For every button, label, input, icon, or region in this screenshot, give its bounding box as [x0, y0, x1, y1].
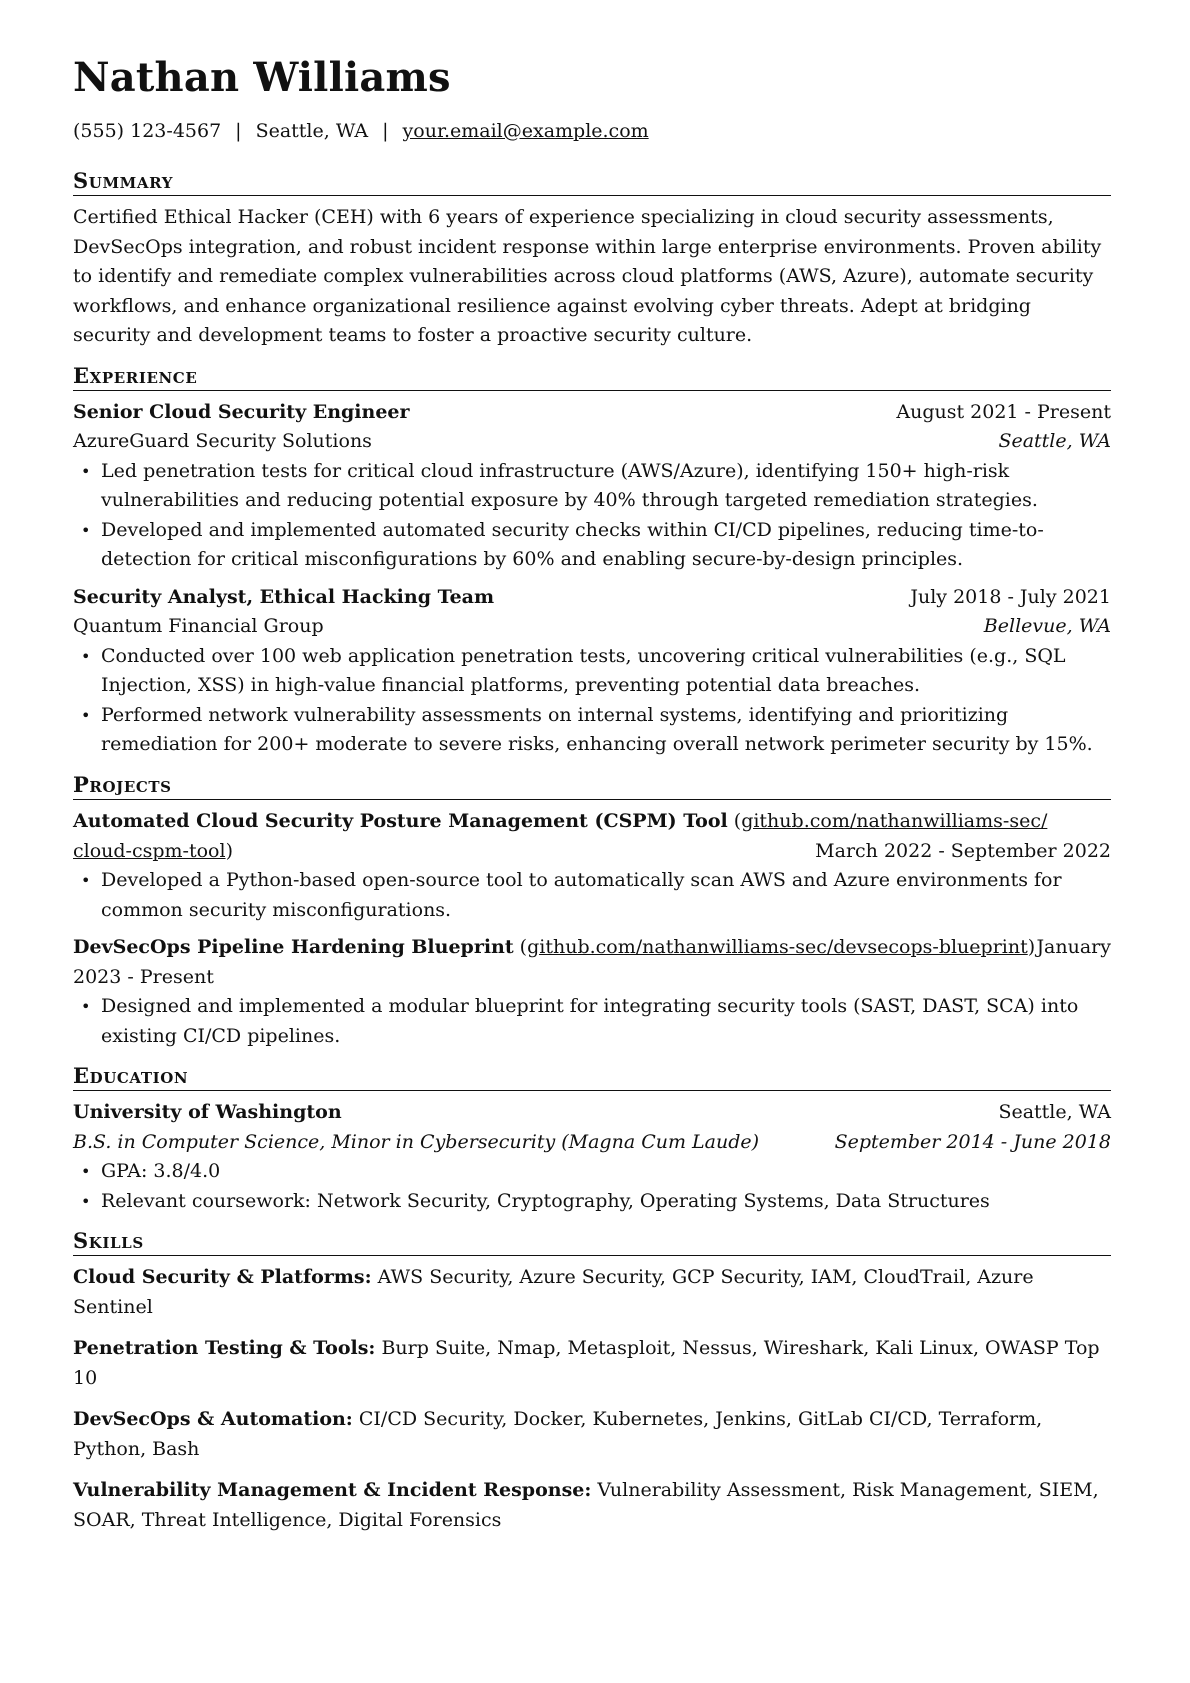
job-header — [73, 398, 1111, 428]
section-title-projects: Projects — [73, 772, 1111, 800]
project-entry — [73, 933, 1111, 1051]
bullet-item: • Conducted over 100 web application penetration tests, uncovering critical vulnerabilities (e.g., SQL Injection, XSS) in high-value financial platforms, preventing potential data breaches. — [73, 642, 1111, 701]
job-company: Quantum Financial Group — [73, 615, 324, 638]
project-header: DevSecOps Pipeline Hardening Blueprint (github.com/nathanwilliams-sec/devsecops-blueprint) January — [73, 933, 1111, 963]
project-bullets — [73, 866, 1111, 925]
bullet-item: • GPA: 3.8/4.0 — [73, 1157, 1111, 1187]
candidate-name: Nathan Williams — [73, 54, 451, 101]
job-role: Security Analyst, Ethical Hacking Team — [73, 585, 495, 608]
school-name: University of Washington — [73, 1101, 342, 1124]
skill-group — [73, 1476, 1111, 1535]
project-link[interactable]: cloud-cspm-tool — [73, 839, 226, 862]
project-dates: March 2022 - September 2022 — [815, 839, 1111, 862]
bullet-item: • Relevant coursework: Network Security, Cryptography, Operating Systems, Data Structures — [73, 1187, 1111, 1217]
skill-items: CI/CD Security, Docker, Kubernetes, Jenkins, GitLab CI/CD, Terraform, Python, Bash — [73, 1408, 1043, 1460]
separator: | — [235, 120, 242, 142]
resume-content — [73, 168, 1111, 1547]
job-dates: August 2021 - Present — [896, 400, 1111, 423]
summary-text: Certified Ethical Hacker (CEH) with 6 years of experience specializing in cloud security assessments, DevSecOps integration, and robust incident response within large enterprise environments. Proven ability to identify and remediate complex vulnerabilities across cloud platforms (AWS, Azure), automate security workflows, and enhance organizational resilience against evolving cyber threats. Adept at bridging security and development teams to foster a proactive security culture. — [73, 206, 1102, 347]
project-header: Automated Cloud Security Posture Management (CSPM) Tool (github.com/nathanwilliams-sec/ — [73, 810, 1048, 833]
project-entry — [73, 807, 1111, 925]
bullet-item: • Developed and implemented automated security checks within CI/CD pipelines, reducing time-to-detection for critical misconfigurations by 60% and enabling secure-by-design principles. — [73, 516, 1111, 575]
skill-label: Penetration Testing & Tools: — [73, 1337, 376, 1360]
skill-items: Burp Suite, Nmap, Metasploit, Nessus, Wireshark, Kali Linux, OWASP Top 10 — [73, 1337, 1100, 1389]
section-title-summary: Summary — [73, 168, 1111, 196]
school-location: Seattle, WA — [998, 1101, 1111, 1124]
job-subheader — [73, 427, 1111, 457]
location: Seattle, WA — [255, 120, 369, 142]
skill-items: AWS Security, Azure Security, GCP Security, IAM, CloudTrail, Azure Sentinel — [73, 1266, 1034, 1318]
email-link[interactable]: your.email@example.com — [402, 120, 649, 142]
project-bullets — [73, 992, 1111, 1051]
skill-group — [73, 1405, 1111, 1464]
job-dates: July 2018 - July 2021 — [910, 585, 1111, 608]
project-link[interactable]: github.com/nathanwilliams-sec/devsecops-blueprint — [527, 936, 1028, 959]
education-section — [73, 1063, 1111, 1216]
education-header — [73, 1098, 1111, 1128]
job-role: Senior Cloud Security Engineer — [73, 400, 410, 423]
projects-section — [73, 772, 1111, 1051]
project-name: DevSecOps Pipeline Hardening Blueprint — [73, 936, 514, 959]
job-bullets — [73, 642, 1111, 760]
skill-items: Vulnerability Assessment, Risk Management, SIEM, SOAR, Threat Intelligence, Digital Forensics — [73, 1479, 1099, 1531]
summary-section — [73, 168, 1111, 351]
section-title-education: Education — [73, 1063, 1111, 1091]
skill-label: Vulnerability Management & Incident Response: — [73, 1479, 592, 1502]
education-subheader — [73, 1128, 1111, 1158]
project-name: Automated Cloud Security Posture Management (CSPM) Tool — [73, 810, 728, 833]
bullet-item: • Developed a Python-based open-source tool to automatically scan AWS and Azure environments for common security misconfigurations. — [73, 866, 1111, 925]
separator: | — [382, 120, 389, 142]
job-location: Seattle, WA — [998, 430, 1111, 453]
project-link[interactable]: github.com/nathanwilliams-sec/ — [741, 810, 1048, 833]
job-header — [73, 583, 1111, 613]
job-company: AzureGuard Security Solutions — [73, 430, 372, 453]
contact-line — [73, 120, 649, 143]
bullet-item: • Designed and implemented a modular blueprint for integrating security tools (SAST, DAST, SCA) into existing CI/CD pipelines. — [73, 992, 1111, 1051]
project-subheader: cloud-cspm-tool) March 2022 - September 2022 — [73, 837, 1111, 867]
skill-group — [73, 1334, 1111, 1393]
job-entry — [73, 583, 1111, 760]
job-location: Bellevue, WA — [983, 615, 1111, 638]
skill-group — [73, 1263, 1111, 1322]
bullet-item: • Performed network vulnerability assessments on internal systems, identifying and prioritizing remediation for 200+ moderate to severe risks, enhancing overall network perimeter security by 15%. — [73, 701, 1111, 760]
skill-label: DevSecOps & Automation: — [73, 1408, 353, 1431]
section-title-experience: Experience — [73, 363, 1111, 391]
phone: (555) 123-4567 — [73, 120, 222, 142]
skill-label: Cloud Security & Platforms: — [73, 1266, 372, 1289]
section-title-skills: Skills — [73, 1228, 1111, 1256]
education-dates: September 2014 - June 2018 — [834, 1130, 1111, 1153]
job-bullets — [73, 457, 1111, 575]
experience-section — [73, 363, 1111, 760]
project-dates-start: January — [1036, 936, 1111, 959]
education-bullets — [73, 1157, 1111, 1216]
job-subheader — [73, 612, 1111, 642]
degree: B.S. in Computer Science, Minor in Cybersecurity (Magna Cum Laude) — [73, 1130, 760, 1153]
skills-section — [73, 1228, 1111, 1535]
project-dates-end: 2023 - Present — [73, 965, 214, 988]
job-entry — [73, 398, 1111, 575]
project-subheader — [73, 963, 1111, 993]
bullet-item: • Led penetration tests for critical cloud infrastructure (AWS/Azure), identifying 150+ high-risk vulnerabilities and reducing potential exposure by 40% through targeted remediation strategies. — [73, 457, 1111, 516]
